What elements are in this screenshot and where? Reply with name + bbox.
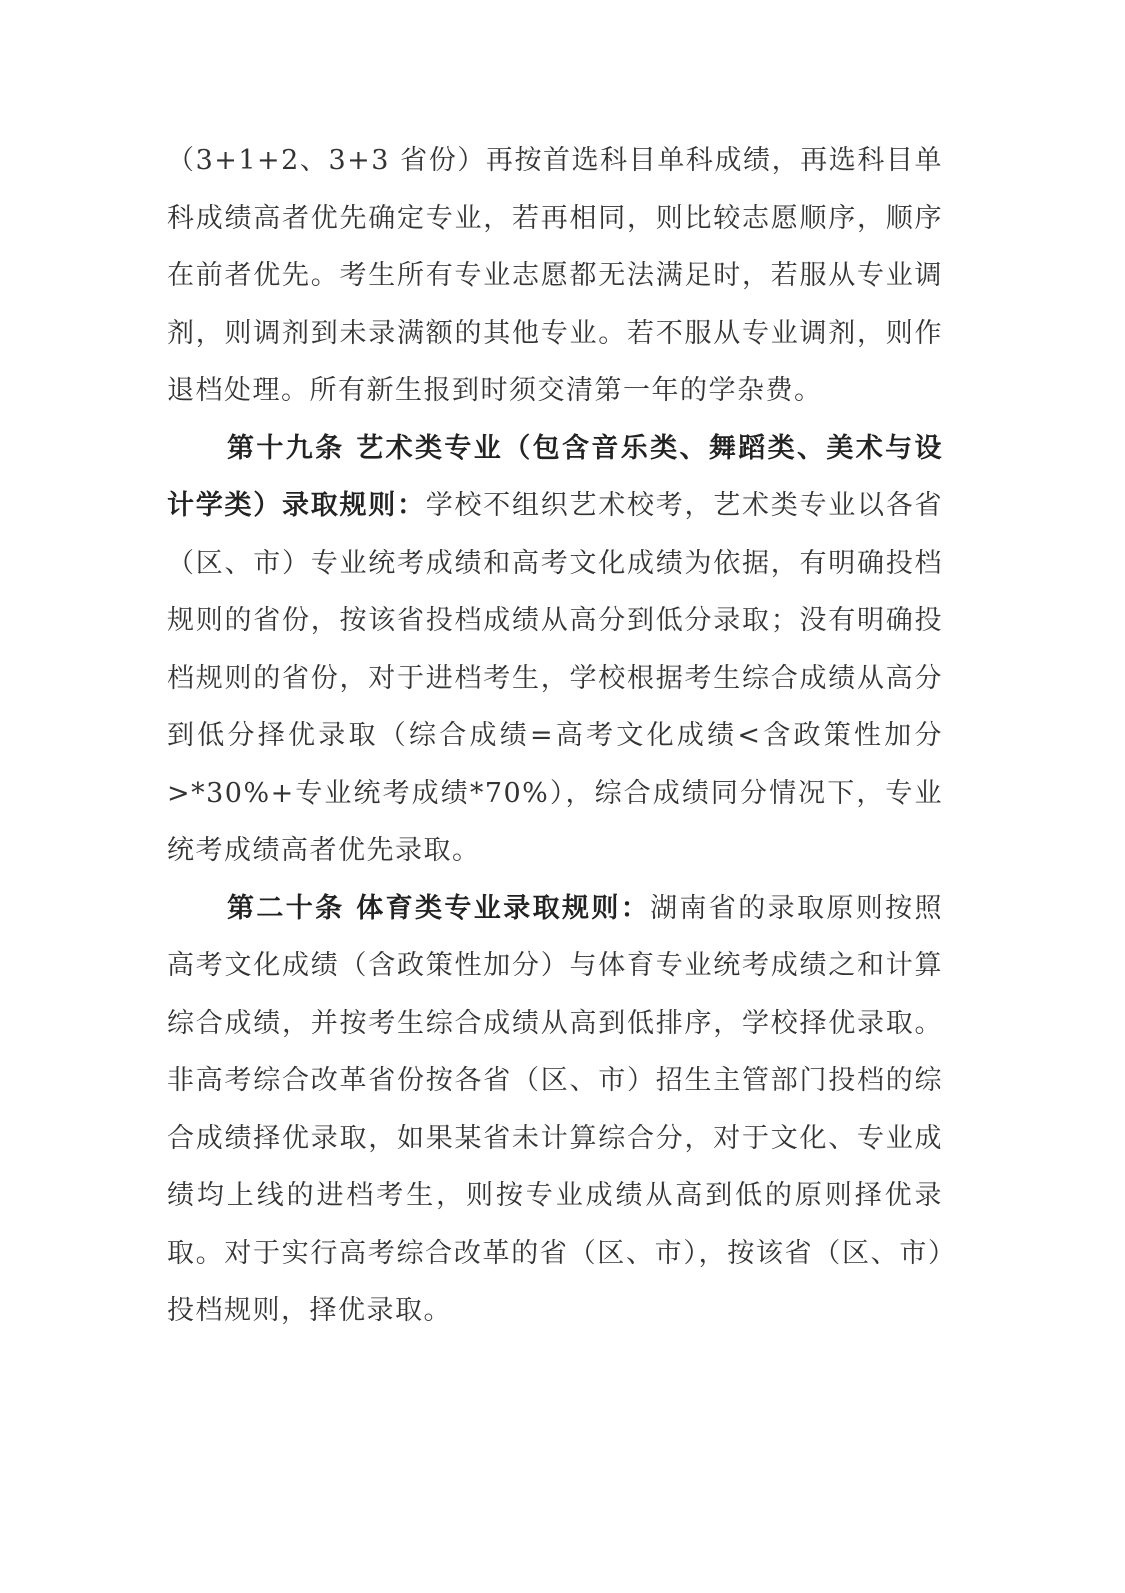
paragraph-article-19-art-admission [167, 420, 943, 880]
article-19-heading: 第十九条 艺术类专业（包含音乐类、舞蹈类、美术与设计学类）录取规则： [167, 432, 943, 521]
paragraph-text: （3+1+2、3+3 省份）再按首选科目单科成绩，再选科目单科成绩高者优先确定专业，若再相同，则比较志愿顺序，顺序在前者优先。考生所有专业志愿都无法满足时，若服从专业调剂，则调剂到未录满额的其他专业。若不服从专业调剂，则作退档处理。所有新生报到时须交清第一年的学杂费。 [167, 145, 943, 406]
paragraph-admission-continuation [167, 132, 943, 420]
paragraph-text: 湖南省的录取原则按照高考文化成绩（含政策性加分）与体育专业统考成绩之和计算综合成绩，并按考生综合成绩从高到低排序，学校择优录取。非高考综合改革省份按各省（区、市）招生主管部门投档的综合成绩择优录取，如果某省未计算综合分，对于文化、专业成绩均上线的进档考生，则按专业成绩从高到低的原则择优录取。对于实行高考综合改革的省（区、市），按该省（区、市）投档规则，择优录取。 [167, 892, 944, 1326]
article-20-heading: 第二十条 体育类专业录取规则： [227, 892, 651, 924]
document-body [167, 132, 943, 1340]
paragraph-text: 学校不组织艺术校考，艺术类专业以各省（区、市）专业统考成绩和高考文化成绩为依据，有明确投档规则的省份，按该省投档成绩从高分到低分录取；没有明确投档规则的省份，对于进档考生，学校根据考生综合成绩从高分到低分择优录取（综合成绩=高考文化成绩<含政策性加分>*30%+专业统考成绩*70%），综合成绩同分情况下，专业统考成绩高者优先录取。 [167, 490, 943, 866]
paragraph-article-20-sports-admission [167, 880, 943, 1340]
